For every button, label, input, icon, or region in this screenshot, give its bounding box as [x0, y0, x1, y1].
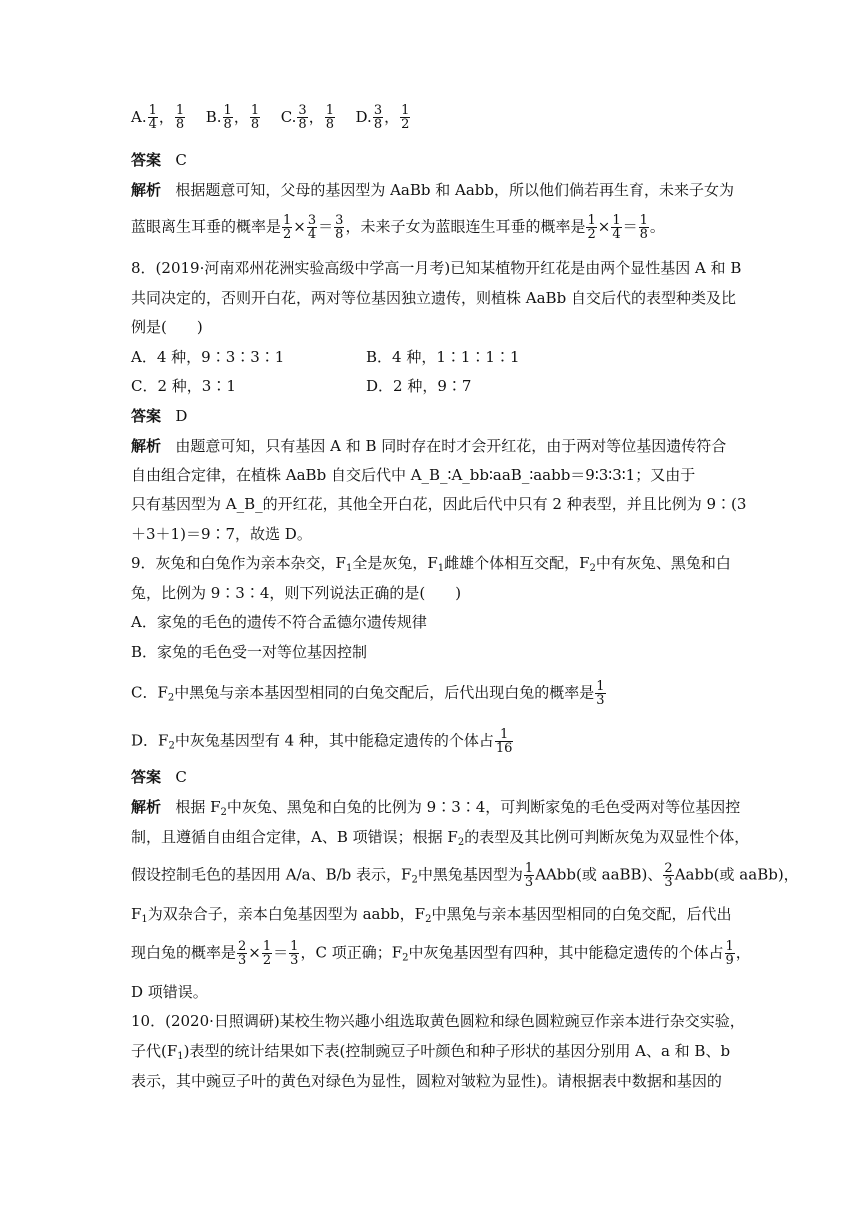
q9-option-d[interactable]: D．$F_2$中灰兔基因型有 4 种，其中能稳定遗传的个体占 $\frac{1}{16}$	[131, 727, 513, 756]
answer-label: 答案	[131, 151, 162, 169]
q8-options-row1	[131, 347, 731, 367]
q9-stem-line1: 9．灰兔和白兔作为亲本杂交，$F_1$全是灰兔，$F_1$雌雄个体相互交配，$F_2$中有灰兔、黑兔和白	[131, 554, 731, 574]
q7-option-c[interactable]: C. $\frac{3}{8}$ ， $\frac{1}{8}$	[280, 103, 334, 132]
answer-value: C	[175, 768, 187, 786]
q9-analysis-line2: 制，且遵循自由组合定律，A、B 项错误；根据 $F_2$的表型及其比例可判断灰兔为双显性个体，	[131, 828, 750, 848]
q7-option-b[interactable]: B. $\frac{1}{8}$ ， $\frac{1}{8}$	[205, 103, 260, 132]
q9-option-a[interactable]: A．家兔的毛色的遗传不符合孟德尔遗传规律	[131, 613, 427, 631]
analysis-label: 解析	[131, 798, 162, 816]
q8-options-row2	[131, 376, 731, 396]
q8-stem-line1: 8．(2019·河南邓州花洲实验高级中学高一月考)已知某植物开红花是由两个显性基因 A 和 B	[131, 259, 742, 277]
analysis-label: 解析	[131, 181, 162, 199]
q7-option-d[interactable]: D. $\frac{3}{8}$ ， $\frac{1}{2}$	[355, 103, 410, 132]
q8-option-b[interactable]: B．4 种，1∶1∶1∶1	[366, 348, 520, 366]
q10-stem-line1: 10．(2020·日照调研)某校生物兴趣小组选取黄色圆粒和绿色圆粒豌豆作亲本进行杂交实验，	[131, 1012, 745, 1030]
q7-answer	[131, 150, 731, 170]
q8-answer	[131, 406, 731, 426]
q8-stem-line2: 共同决定的，否则开白花，两对等位基因独立遗传，则植株 AaBb 自交后代的表型种类及比	[131, 289, 736, 307]
q7-options	[131, 104, 731, 131]
q7-analysis-line2: 蓝眼离生耳垂的概率是 $\frac{1}{2}$ × $\frac{3}{4}$ ＝ $\frac{3}{8}$ ，未来子女为蓝眼连生耳垂的概率是 $\frac{1}{2}$ × $\frac{1}{4}$ ＝ $\frac{1}{8}$ 。	[131, 213, 665, 242]
q8-analysis-line1: 解析 由题意可知，只有基因 A 和 B 同时存在时才会开红花，由于两对等位基因遗传符合	[131, 437, 727, 455]
q10-stem-line3: 表示，其中豌豆子叶的黄色对绿色为显性，圆粒对皱粒为显性)。请根据表中数据和基因的	[131, 1072, 722, 1090]
q9-analysis-line4: $F_1$为双杂合子，亲本白兔基因型为 aabb，$F_2$中黑兔与亲本基因型相同的白兔交配，后代出	[131, 905, 732, 925]
q8-option-c[interactable]: C．2 种，3∶1	[131, 377, 236, 395]
answer-label: 答案	[131, 768, 162, 786]
q9-option-c[interactable]: C．$F_2$中黑兔与亲本基因型相同的白兔交配后，后代出现白兔的概率是 $\frac{1}{3}$	[131, 679, 605, 708]
q8-analysis-line4: ＋3＋1)＝9∶7，故选 D。	[131, 525, 312, 543]
q8-option-d[interactable]: D．2 种，9∶7	[366, 377, 472, 395]
q10-stem-line2: 子代$(F_1)$表型的统计结果如下表(控制豌豆子叶颜色和种子形状的基因分别用 A、a 和 B、b	[131, 1042, 731, 1062]
answer-value: D	[175, 407, 188, 425]
q7-analysis-line1: 解析 根据题意可知，父母的基因型为 AaBb 和 Aabb，所以他们倘若再生育，未来子女为	[131, 181, 735, 199]
q9-option-b[interactable]: B．家兔的毛色受一对等位基因控制	[131, 643, 368, 661]
answer-value: C	[175, 151, 187, 169]
q9-analysis-line6: D 项错误。	[131, 983, 208, 1001]
q9-analysis-line3: 假设控制毛色的基因用 A/a、B/b 表示，$F_2$中黑兔基因型为 $\frac{1}{3}$ AAbb(或 aaBB)、 $\frac{2}{3}$ Aabb(或 aaBb)，	[131, 861, 799, 890]
q8-stem-line3: 例是( )	[131, 318, 203, 336]
analysis-label: 解析	[131, 437, 162, 455]
q8-analysis-line2: 自由组合定律，在植株 AaBb 自交后代中 A_B_∶A_bb∶aaB_∶aabb＝9∶3∶3∶1；又由于	[131, 466, 696, 484]
q8-option-a[interactable]: A．4 种，9∶3∶3∶1	[131, 348, 285, 366]
q8-analysis-line3: 只有基因型为 A_B_的开红花，其他全开白花，因此后代中只有 2 种表型，并且比例为 9∶(3	[131, 495, 747, 513]
q7-option-a[interactable]: A. $\frac{1}{4}$ ， $\frac{1}{8}$	[131, 103, 185, 132]
q9-analysis-line5: 现白兔的概率是 $\frac{2}{3}$ × $\frac{1}{2}$ ＝ $\frac{1}{3}$ ，C 项正确；$F_2$中灰兔基因型有四种，其中能稳定遗传的个体占 $\frac{1}{9}$ ，	[131, 939, 751, 968]
q9-stem-line2: 兔，比例为 9∶3∶4，则下列说法正确的是( )	[131, 584, 462, 602]
q9-answer	[131, 767, 731, 787]
q9-analysis-line1: 解析 根据 $F_2$中灰兔、黑兔和白兔的比例为 9∶3∶4，可判断家兔的毛色受两对等位基因控	[131, 798, 741, 818]
answer-label: 答案	[131, 407, 162, 425]
